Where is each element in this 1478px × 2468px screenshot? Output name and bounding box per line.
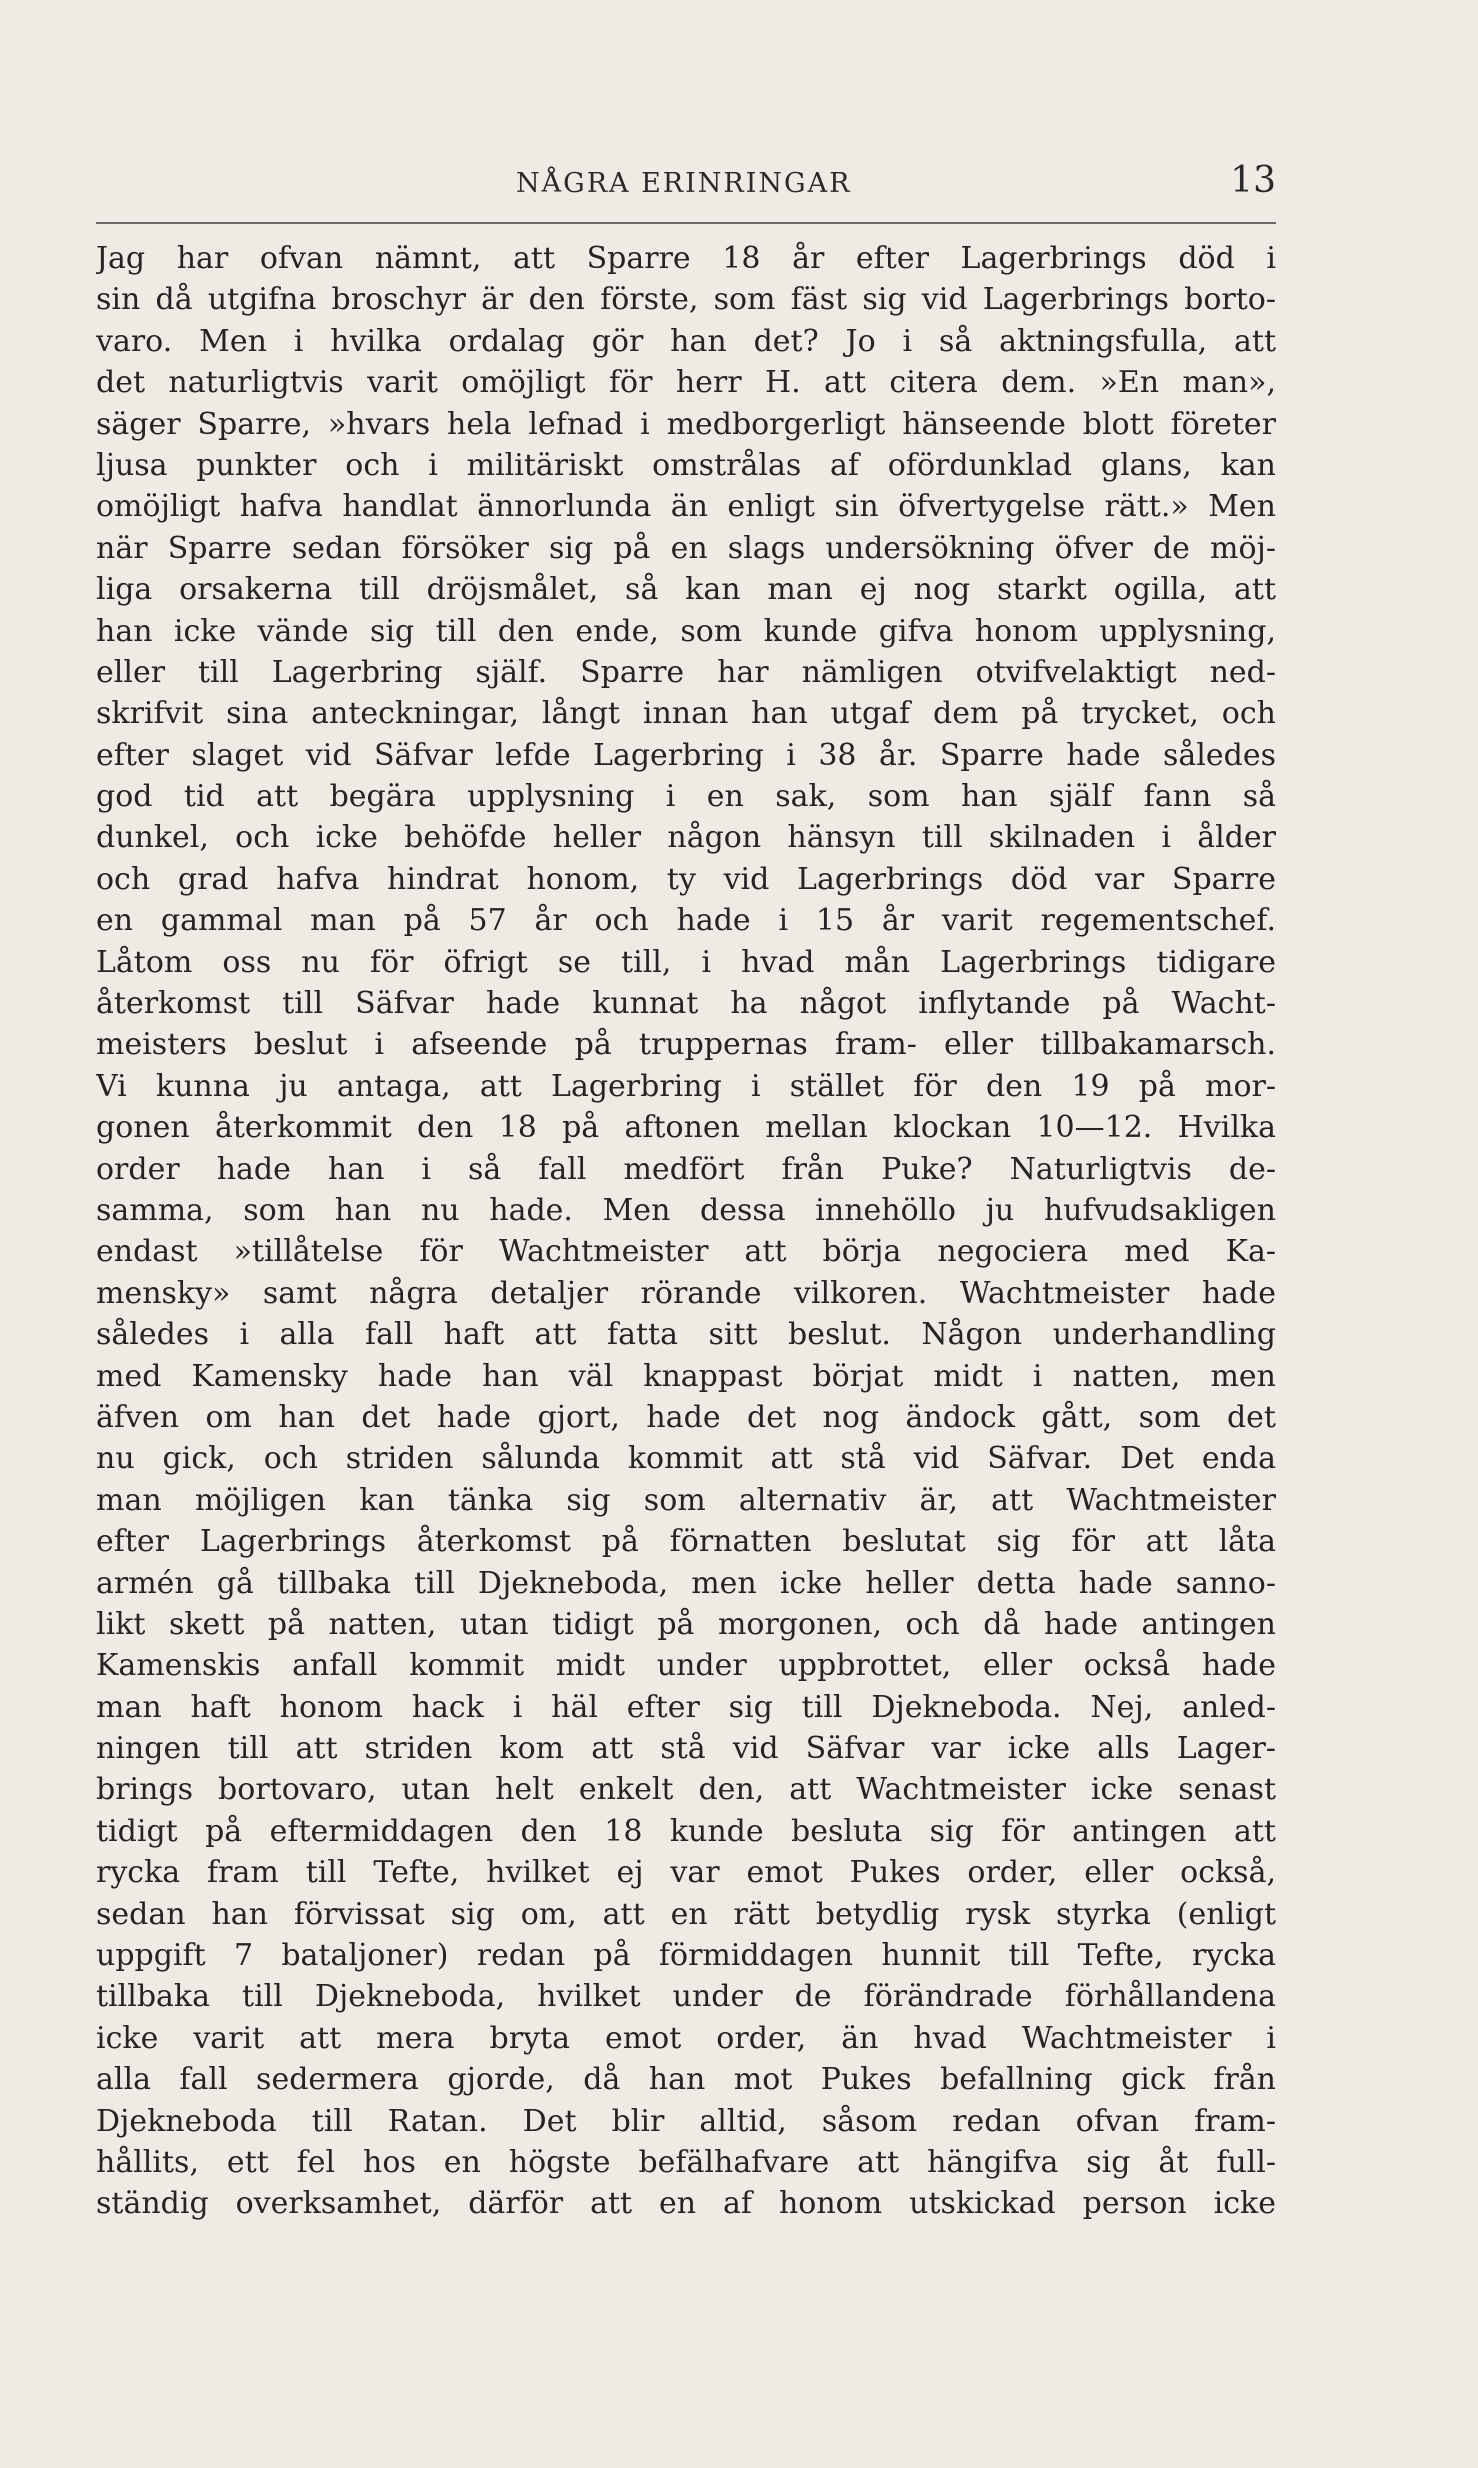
- text-line: en gammal man på 57 år och hade i 15 år varit regementschef.: [96, 903, 1276, 939]
- text-line: uppgift 7 bataljoner) redan på förmiddagen hunnit till Tefte, rycka: [96, 1938, 1276, 1974]
- page-number: 13: [1230, 160, 1276, 201]
- text-line: rycka fram till Tefte, hvilket ej var emot Pukes order, eller också,: [96, 1855, 1276, 1891]
- text-line: endast »tillåtelse för Wachtmeister att börja negociera med Ka-: [96, 1234, 1276, 1270]
- text-line: omöjligt hafva handlat ännorlunda än enligt sin öfvertygelse rätt.» Men: [96, 489, 1276, 525]
- text-line: han icke vände sig till den ende, som kunde gifva honom upplysning,: [96, 613, 1276, 649]
- page-header: [96, 160, 1276, 206]
- text-line: icke varit att mera bryta emot order, än hvad Wachtmeister i: [96, 2020, 1276, 2056]
- text-line: ningen till att striden kom att stå vid Säfvar var icke alls Lager-: [96, 1731, 1276, 1767]
- text-line: man haft honom hack i häl efter sig till Djekneboda. Nej, anled-: [96, 1689, 1276, 1725]
- text-line: meisters beslut i afseende på truppernas fram- eller tillbakamarsch.: [96, 1027, 1276, 1063]
- text-line: order hade han i så fall medfört från Puke? Naturligtvis de-: [96, 1151, 1276, 1187]
- text-line: hållits, ett fel hos en högste befälhafvare att hängifva sig åt full-: [96, 2144, 1276, 2180]
- text-line: varo. Men i hvilka ordalag gör han det? Jo i så aktningsfulla, att: [96, 323, 1276, 359]
- text-line: liga orsakerna till dröjsmålet, så kan man ej nog starkt ogilla, att: [96, 572, 1276, 608]
- text-line: ljusa punkter och i militäriskt omstrålas af ofördunklad glans, kan: [96, 447, 1276, 483]
- text-line: och grad hafva hindrat honom, ty vid Lagerbrings död var Sparre: [96, 861, 1276, 897]
- text-line: man möjligen kan tänka sig som alternativ är, att Wachtmeister: [96, 1482, 1276, 1518]
- text-line: efter slaget vid Säfvar lefde Lagerbring i 38 år. Sparre hade således: [96, 737, 1276, 773]
- text-line: säger Sparre, »hvars hela lefnad i medborgerligt hänseende blott företer: [96, 406, 1276, 442]
- text-line: samma, som han nu hade. Men dessa innehöllo ju hufvudsakligen: [96, 1192, 1276, 1228]
- text-line: alla fall sedermera gjorde, då han mot Pukes befallning gick från: [96, 2062, 1276, 2098]
- text-line: sin då utgifna broschyr är den förste, som fäst sig vid Lagerbrings borto-: [96, 282, 1276, 318]
- text-line: återkomst till Säfvar hade kunnat ha något inflytande på Wacht-: [96, 986, 1276, 1022]
- text-line: således i alla fall haft att fatta sitt beslut. Någon underhandling: [96, 1317, 1276, 1353]
- text-line: tidigt på eftermiddagen den 18 kunde besluta sig för antingen att: [96, 1813, 1276, 1849]
- text-line: dunkel, och icke behöfde heller någon hänsyn till skilnaden i ålder: [96, 820, 1276, 856]
- header-rule: [96, 222, 1276, 224]
- text-line: skrifvit sina anteckningar, långt innan han utgaf dem på trycket, och: [96, 696, 1276, 732]
- text-line: när Sparre sedan försöker sig på en slags undersökning öfver de möj-: [96, 530, 1276, 566]
- text-line: tillbaka till Djekneboda, hvilket under de förändrade förhållandena: [96, 1979, 1276, 2015]
- text-line: med Kamensky hade han väl knappast börjat midt i natten, men: [96, 1358, 1276, 1394]
- text-line: armén gå tillbaka till Djekneboda, men icke heller detta hade sanno-: [96, 1565, 1276, 1601]
- text-line: nu gick, och striden sålunda kommit att stå vid Säfvar. Det enda: [96, 1441, 1276, 1477]
- text-line: efter Lagerbrings återkomst på förnatten beslutat sig för att låta: [96, 1524, 1276, 1560]
- body-text: [96, 238, 1276, 2225]
- text-line: Vi kunna ju antaga, att Lagerbring i stället för den 19 på mor-: [96, 1068, 1276, 1104]
- text-line: eller till Lagerbring själf. Sparre har nämligen otvifvelaktigt ned-: [96, 654, 1276, 690]
- text-line: likt skett på natten, utan tidigt på morgonen, och då hade antingen: [96, 1606, 1276, 1642]
- text-line: gonen återkommit den 18 på aftonen mellan klockan 10—12. Hvilka: [96, 1110, 1276, 1146]
- text-line: Låtom oss nu för öfrigt se till, i hvad mån Lagerbrings tidigare: [96, 944, 1276, 980]
- text-line: Djekneboda till Ratan. Det blir alltid, såsom redan ofvan fram-: [96, 2103, 1276, 2139]
- running-title: NÅGRA ERINRINGAR: [516, 168, 852, 199]
- text-line: ständig overksamhet, därför att en af honom utskickad person icke: [96, 2186, 1276, 2222]
- text-line: Jag har ofvan nämnt, att Sparre 18 år efter Lagerbrings död i: [96, 241, 1276, 276]
- text-line: Kamenskis anfall kommit midt under uppbrottet, eller också hade: [96, 1648, 1276, 1684]
- text-line: äfven om han det hade gjort, hade det nog ändock gått, som det: [96, 1399, 1276, 1435]
- text-line: det naturligtvis varit omöjligt för herr H. att citera dem. »En man»,: [96, 365, 1276, 401]
- text-line: sedan han förvissat sig om, att en rätt betydlig rysk styrka (enligt: [96, 1896, 1276, 1932]
- text-line: god tid att begära upplysning i en sak, som han själf fann så: [96, 779, 1276, 815]
- text-line: mensky» samt några detaljer rörande vilkoren. Wachtmeister hade: [96, 1275, 1276, 1311]
- text-line: brings bortovaro, utan helt enkelt den, att Wachtmeister icke senast: [96, 1772, 1276, 1808]
